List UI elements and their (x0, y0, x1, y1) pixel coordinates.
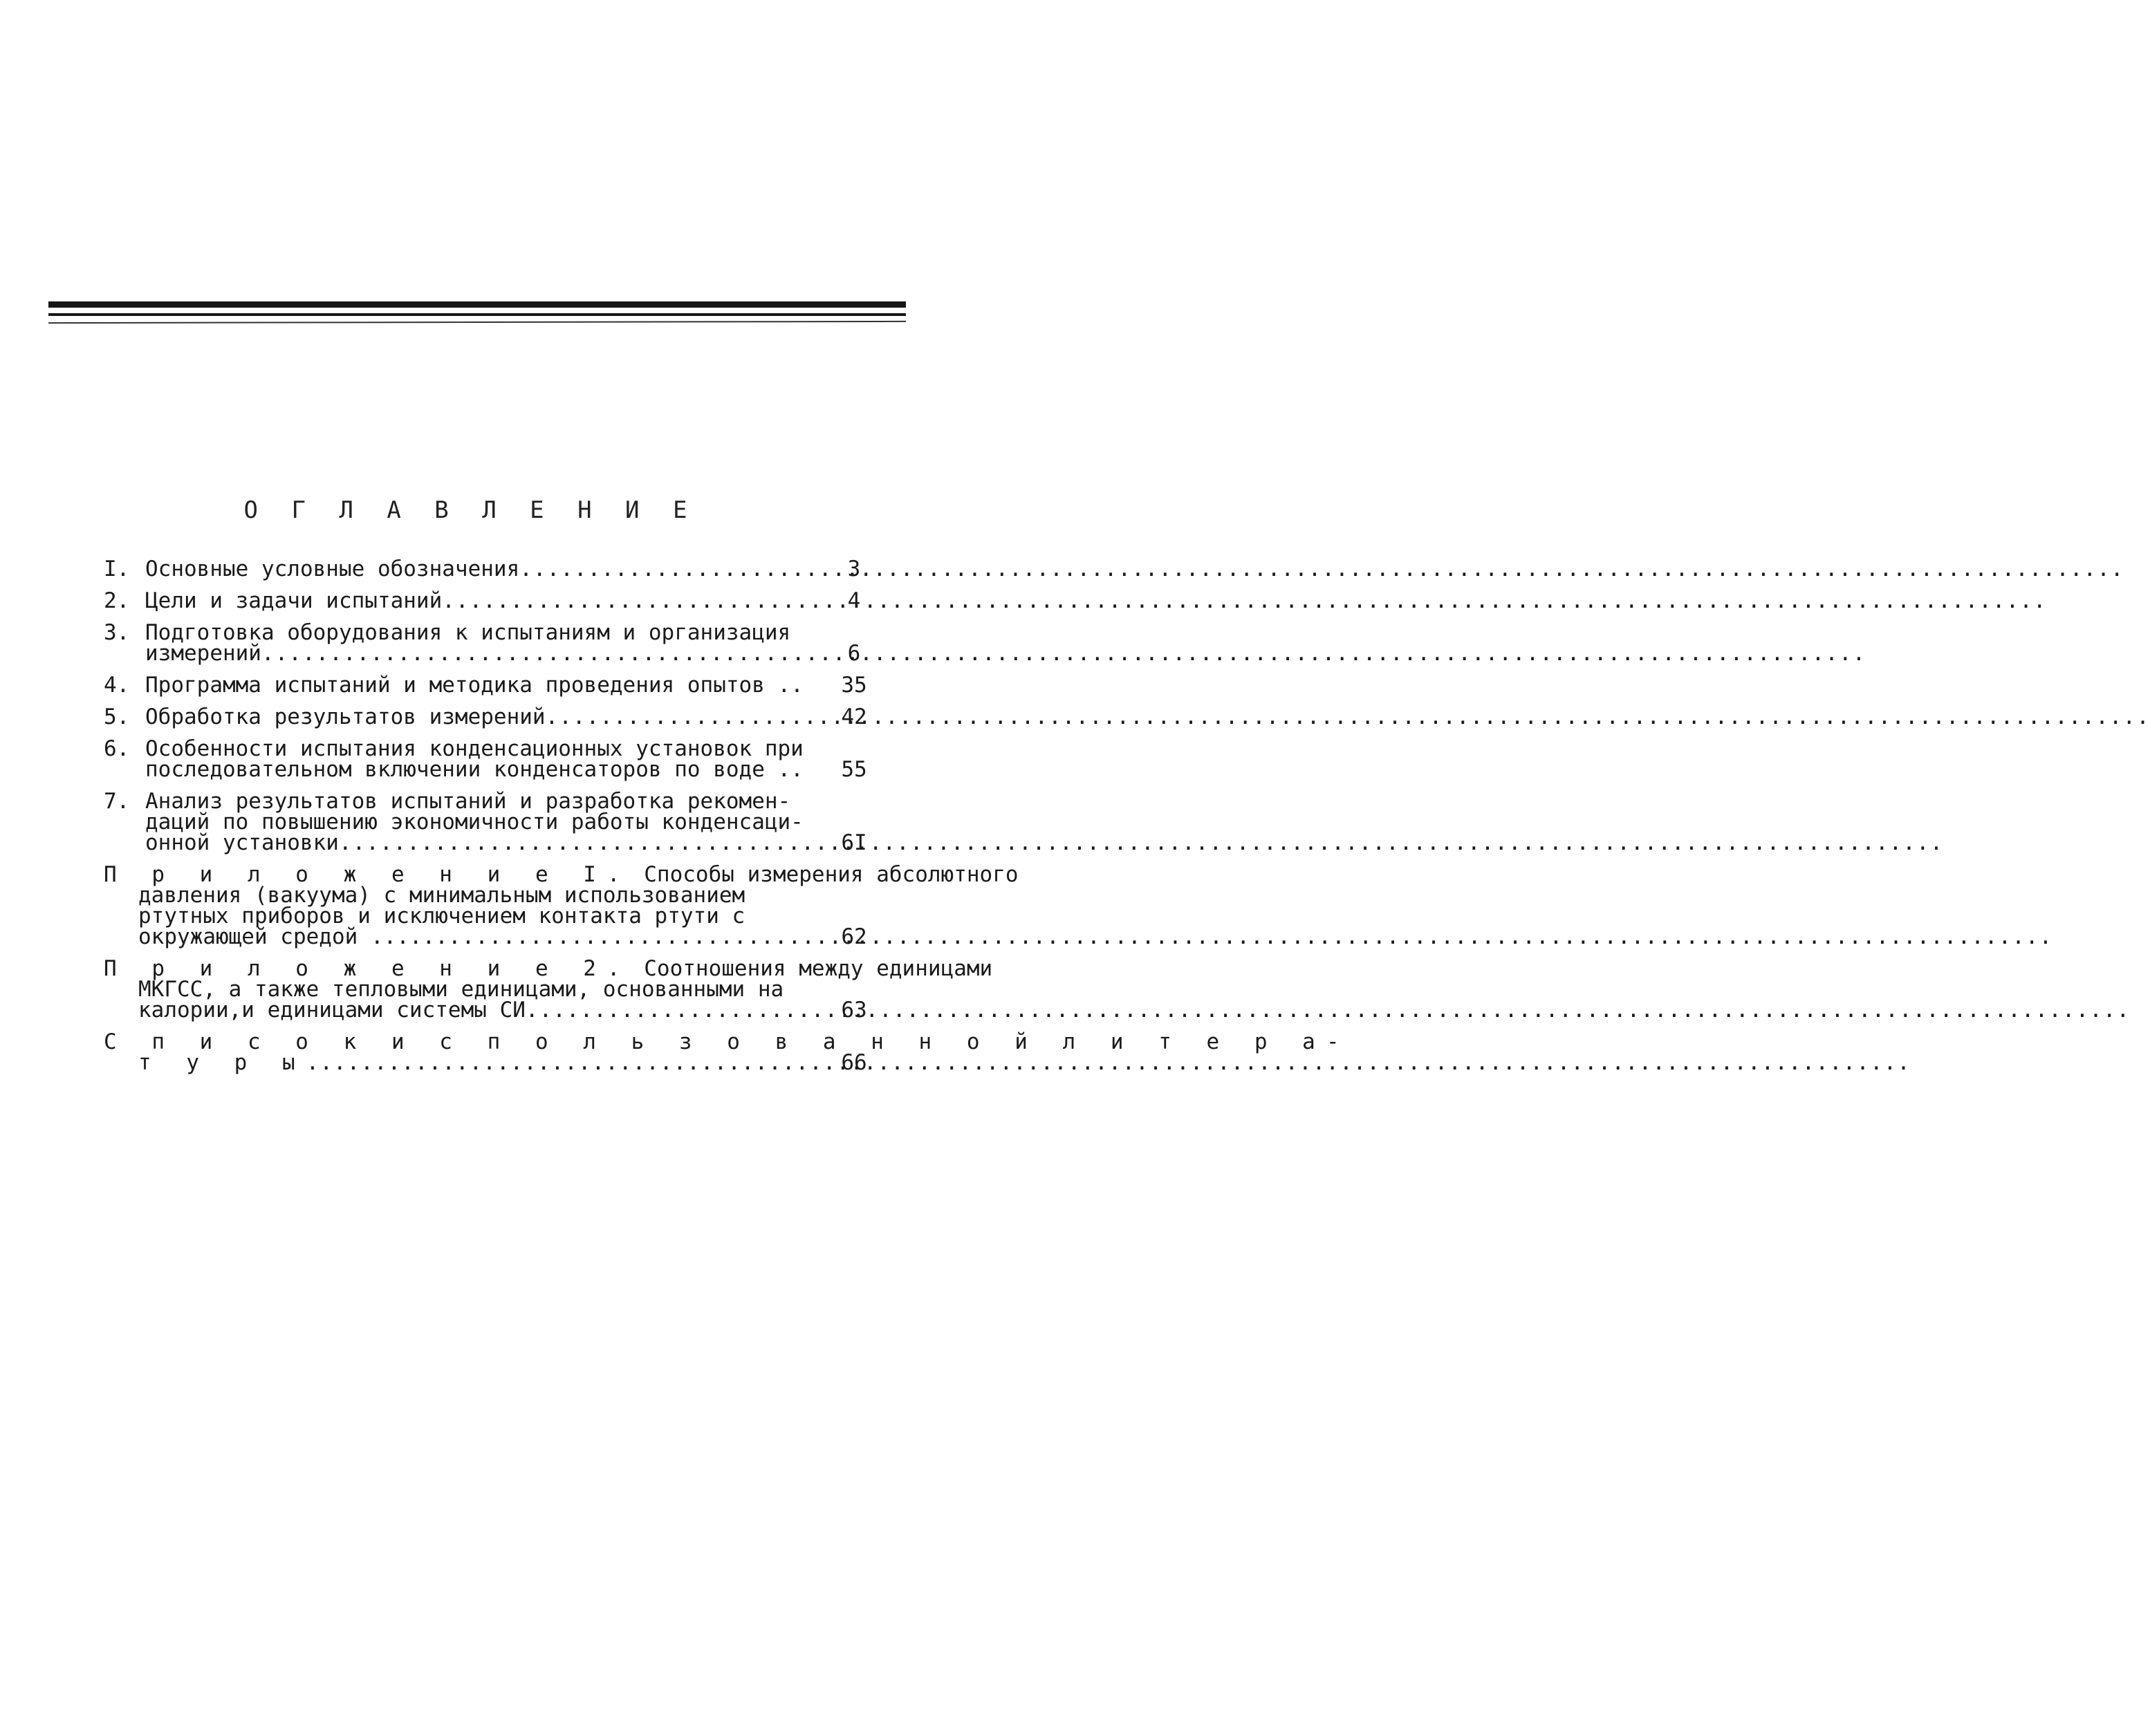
page-number: 4 (847, 588, 861, 613)
top-rule-thin (48, 321, 906, 324)
leader-dots (339, 832, 1943, 853)
page-number: 55 (841, 757, 867, 782)
toc-entry-3 (104, 622, 885, 664)
entry-text: МКГСС, а также тепловыми единицами, основанными на (138, 977, 784, 1002)
entry-text: Анализ результатов испытаний и разработка рекомен- (145, 789, 791, 814)
entry-text: онной установки (145, 830, 339, 855)
toc-appendix-2 (104, 956, 993, 1023)
leader-dots (306, 1052, 1911, 1073)
entry-number: 2. (104, 588, 130, 613)
entry-text: т у р ы (138, 1050, 306, 1075)
entry-text: окружающей средой ...... (138, 924, 448, 949)
entry-number: 6. (104, 736, 130, 761)
toc-entry-4 (104, 675, 885, 696)
entry-number: 7. (104, 789, 130, 814)
entry-text: калории,и единицами системы СИ (138, 998, 526, 1023)
entry-text: измерений (145, 641, 261, 666)
page-number: 6I (841, 830, 867, 855)
appendix-label: П р и л о ж е н и е 2. (104, 956, 631, 981)
page-title: О Г Л А В Л Е Н И Е (243, 496, 697, 524)
toc-bibliography (104, 1029, 1351, 1075)
page-number: 62 (841, 924, 867, 949)
entry-text: последовательном включении конденсаторов по воде .. (145, 757, 804, 782)
toc-entry-6 (104, 738, 885, 780)
toc-entry-5 (104, 704, 885, 729)
leader-dots (261, 643, 1866, 664)
bibliography-label: С п и с о к и с п о л ь з о в а н н о й л и т е р а- (104, 1029, 1351, 1054)
leader-dots (448, 926, 2052, 947)
entry-text: Обработка результатов измерений (145, 704, 546, 729)
entry-text: Программа испытаний и методика проведения опытов .. (145, 673, 804, 698)
page-number: 6 (847, 641, 861, 666)
entry-number: 3. (104, 620, 130, 645)
top-rule-medium (48, 313, 906, 316)
entry-text: Соотношения между единицами (631, 956, 993, 981)
toc-entry-7 (104, 791, 885, 853)
entry-text: Особенности испытания конденсационных установок при (145, 736, 804, 761)
page-number: 3 (847, 557, 861, 581)
toc-entry-2 (104, 590, 885, 611)
leader-dots (546, 704, 2150, 729)
toc-appendix-1 (104, 862, 1019, 949)
leader-dots (519, 559, 2124, 579)
entry-number: I. (104, 557, 130, 581)
entry-text: Подготовка оборудования к испытаниям и организация (145, 620, 791, 645)
leader-dots (526, 998, 2130, 1023)
entry-number: 4. (104, 673, 130, 698)
page-number: 35 (841, 673, 867, 698)
page-number: 63 (841, 998, 867, 1023)
entry-text: даций по повышению экономичности работы конденсаци- (145, 810, 804, 834)
page-number: 66 (841, 1050, 867, 1075)
entry-text: ртутных приборов и исключением контакта ртути с (138, 904, 745, 928)
entry-number: 5. (104, 704, 130, 729)
entry-text: давления (вакуума) с минимальным использованием (138, 883, 745, 908)
table-of-contents (104, 557, 1351, 1084)
page-number: 42 (841, 704, 867, 729)
entry-text: Основные условные обозначения (145, 557, 520, 581)
entry-text: Способы измерения абсолютного (631, 862, 1019, 887)
appendix-label: П р и л о ж е н и е I. (104, 862, 631, 887)
top-rule-thick (48, 301, 906, 308)
entry-text: Цели и задачи испытаний (145, 588, 443, 613)
toc-entry-1 (104, 559, 885, 579)
leader-dots (442, 590, 2046, 611)
